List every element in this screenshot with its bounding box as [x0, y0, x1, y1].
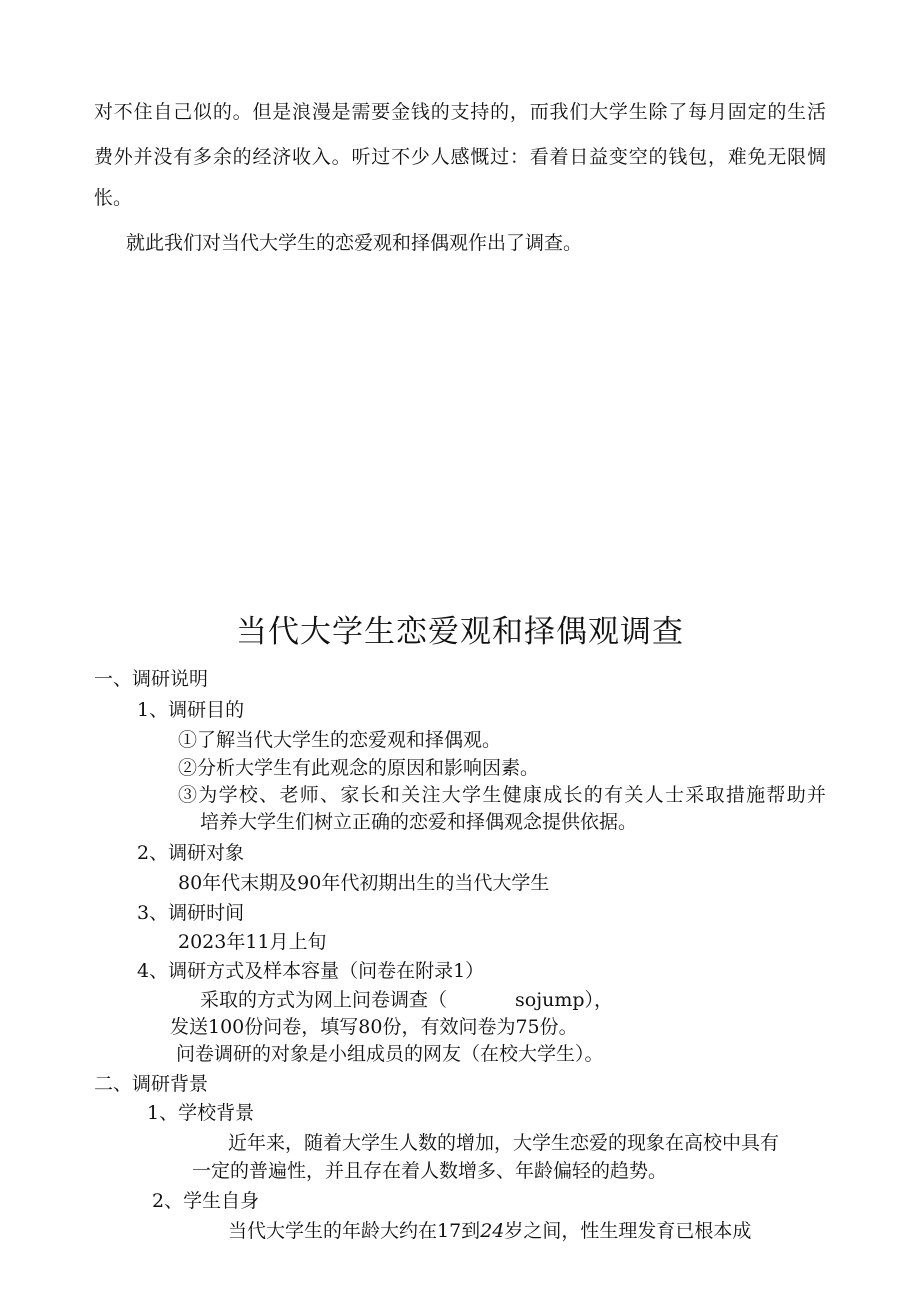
intro-line-3: 怅。: [94, 187, 133, 209]
research-object-text: 80年代末期及90年代初期出生的当代大学生: [178, 872, 550, 894]
student-self-line-1: [228, 1219, 751, 1243]
research-time-text: 2023年11月上旬: [178, 931, 327, 953]
section-heading-research-description: 一、调研说明: [94, 668, 209, 690]
purpose-item-2: ②分析大学生有此观念的原因和影响因素。: [178, 757, 540, 779]
purpose-item-3-line-1: ③为学校、老师、家长和关注大学生健康成长的有关人士采取措施帮助并: [178, 784, 826, 806]
method-line-2: 发送100份问卷，填写80份，有效问卷为75份。: [170, 1016, 578, 1038]
subheading-research-object: 2、调研对象: [137, 842, 245, 864]
page-title: 当代大学生恋爱观和择偶观调查: [236, 614, 684, 650]
purpose-item-3-line-2: 培养大学生们树立正确的恋爱和择偶观念提供依据。: [200, 811, 638, 833]
student-self-age-upper: 24: [480, 1220, 505, 1242]
intro-line-4: 就此我们对当代大学生的恋爱观和择偶观作出了调查。: [126, 232, 583, 254]
subheading-school-background: 1、学校背景: [147, 1102, 255, 1124]
purpose-item-1: ①了解当代大学生的恋爱观和择偶观。: [178, 729, 502, 751]
school-background-line-2: 一定的普遍性，并且存在着人数增多、年龄偏轻的趋势。: [192, 1160, 668, 1182]
student-self-text-a: 当代大学生的年龄大约在17到: [228, 1220, 481, 1242]
subheading-research-purpose: 1、调研目的: [137, 699, 245, 721]
intro-line-1: 对不住自己似的。但是浪漫是需要金钱的支持的，而我们大学生除了每月固定的生活: [94, 101, 826, 123]
method-line-1-start: 采取的方式为网上问卷调查（: [200, 989, 448, 1011]
subheading-research-method: 4、调研方式及样本容量（问卷在附录1）: [137, 960, 485, 982]
method-line-3: 问卷调研的对象是小组成员的网友（在校大学生）。: [176, 1043, 604, 1065]
intro-line-2: 费外并没有多余的经济收入。听过不少人感慨过：看着日益变空的钱包，难免无限惆: [94, 146, 826, 168]
subheading-research-time: 3、调研时间: [137, 902, 245, 924]
student-self-text-c: 岁之间，性生理发育已根本成: [504, 1220, 752, 1242]
section-heading-research-background: 二、调研背景: [94, 1073, 209, 1095]
subheading-student-self: 2、学生自身: [152, 1190, 260, 1212]
method-line-1-end: sojump），: [515, 989, 613, 1011]
school-background-line-1: 近年来，随着大学生人数的增加，大学生恋爱的现象在高校中具有: [228, 1132, 780, 1154]
